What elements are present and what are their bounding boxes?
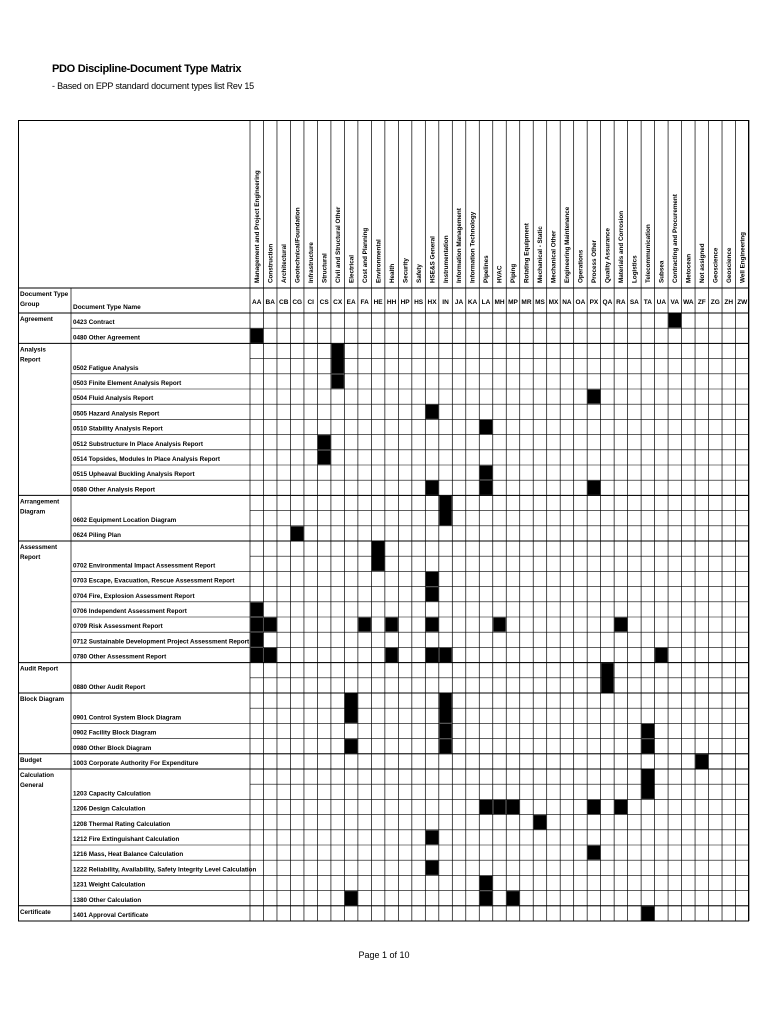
group-label: Diagram xyxy=(20,508,46,516)
matrix-mark-cs xyxy=(318,435,330,449)
discipline-code-qa: QA xyxy=(602,299,613,306)
matrix-mark-mh xyxy=(493,618,505,632)
discipline-name-hh: Health xyxy=(388,263,396,283)
matrix-mark-zf xyxy=(696,754,708,768)
matrix-mark-ta xyxy=(642,770,654,799)
group-label: Report xyxy=(20,356,41,364)
document-type-name: 0880 Other Audit Report xyxy=(73,684,146,691)
matrix-mark-aa xyxy=(251,618,263,632)
group-label: Block Diagram xyxy=(20,696,65,703)
discipline-code-zh: ZH xyxy=(724,299,734,306)
document-type-name: 1380 Other Calculation xyxy=(73,896,142,904)
discipline-name-cb: Architectural xyxy=(280,244,288,283)
discipline-name-hs: Safety xyxy=(415,264,423,283)
matrix-mark-cx xyxy=(331,374,343,388)
matrix-mark-hh xyxy=(385,648,397,662)
document-type-name: 0503 Finite Element Analysis Report xyxy=(73,380,182,387)
document-type-name: 0901 Control System Block Diagram xyxy=(73,714,182,722)
discipline-code-ba: BA xyxy=(265,299,275,306)
matrix-mark-aa xyxy=(251,633,263,647)
discipline-name-zh: Geoscience xyxy=(725,247,733,283)
matrix-mark-cs xyxy=(318,450,330,464)
matrix-mark-hx xyxy=(426,861,438,875)
group-header-label: Document Type xyxy=(20,291,69,298)
discipline-name-hp: Security xyxy=(402,258,410,283)
discipline-name-mp: Piping xyxy=(510,263,518,283)
matrix-mark-la xyxy=(480,876,492,890)
discipline-name-na: Engineering Maintenance xyxy=(564,206,572,283)
discipline-name-va: Contracting and Procurement xyxy=(672,194,680,283)
matrix-mark-cx xyxy=(331,344,343,373)
matrix-mark-la xyxy=(480,481,492,495)
discipline-code-hx: HX xyxy=(427,299,437,306)
discipline-name-aa: Management and Project Engineering xyxy=(253,170,261,283)
discipline-name-qa: Quality Assurance xyxy=(604,227,612,283)
matrix-mark-ua xyxy=(655,648,667,662)
discipline-name-fa: Cost and Planning xyxy=(361,227,369,283)
matrix-mark-hx xyxy=(426,618,438,632)
document-type-name: 0704 Fire, Explosion Assessment Report xyxy=(73,592,195,600)
discipline-code-cg: CG xyxy=(292,299,303,306)
discipline-code-he: HE xyxy=(373,299,383,306)
group-label: General xyxy=(20,782,44,789)
discipline-code-ka: KA xyxy=(467,299,478,306)
discipline-name-ba: Construction xyxy=(267,243,275,283)
group-label: Calculation xyxy=(20,772,54,779)
discipline-code-px: PX xyxy=(589,299,599,306)
discipline-code-sa: SA xyxy=(629,299,639,306)
discipline-name-ka: Information Technology xyxy=(469,211,477,283)
matrix-mark-la xyxy=(480,420,492,434)
discipline-code-hp: HP xyxy=(400,299,410,306)
discipline-code-ms: MS xyxy=(535,299,545,306)
matrix-mark-in xyxy=(439,694,451,723)
document-type-name: 0709 Risk Assessment Report xyxy=(73,623,163,631)
matrix-mark-ba xyxy=(264,648,276,662)
document-type-name: 0980 Other Block Diagram xyxy=(73,744,152,752)
discipline-code-zf: ZF xyxy=(697,299,706,306)
matrix-mark-hx xyxy=(426,405,438,419)
document-type-name: 0515 Upheaval Buckling Analysis Report xyxy=(73,471,195,479)
discipline-name-mx: Mechanical Other xyxy=(550,230,558,283)
page-subtitle: - Based on EPP standard document types list Rev 15 xyxy=(52,81,254,91)
discipline-code-wa: WA xyxy=(683,299,694,306)
discipline-name-zg: Geoscience xyxy=(712,247,720,283)
discipline-code-hh: HH xyxy=(386,299,397,306)
discipline-code-zw: ZW xyxy=(737,299,748,306)
document-type-name: 0602 Equipment Location Diagram xyxy=(73,516,177,524)
group-label: Analysis xyxy=(20,346,46,354)
matrix-mark-fa xyxy=(358,618,370,632)
discipline-code-ua: UA xyxy=(656,299,667,306)
document-type-name: 0703 Escape, Evacuation, Rescue Assessment Report xyxy=(73,577,235,585)
group-label: Audit Report xyxy=(20,665,59,673)
discipline-code-cx: CX xyxy=(333,299,343,306)
group-label: Report xyxy=(20,554,41,561)
discipline-code-in: IN xyxy=(442,299,449,306)
document-type-name: 0514 Topsides, Modules In Place Analysis Report xyxy=(73,456,220,463)
matrix-mark-px xyxy=(588,800,600,814)
matrix-mark-in xyxy=(439,648,451,662)
discipline-code-aa: AA xyxy=(252,299,262,306)
matrix-mark-la xyxy=(480,466,492,480)
discipline-name-zw: Well Engineering xyxy=(739,232,747,283)
name-header-label: Document Type Name xyxy=(73,304,141,311)
page-footer: Page 1 of 10 xyxy=(358,950,410,960)
matrix-mark-aa xyxy=(251,329,263,343)
discipline-name-oa: Operations xyxy=(577,249,585,283)
matrix-mark-qa xyxy=(601,663,613,692)
discipline-code-ci: CI xyxy=(307,299,314,306)
matrix-mark-mh xyxy=(493,800,505,814)
matrix-mark-in xyxy=(439,724,451,738)
document-type-name: 1212 Fire Extinguishant Calculation xyxy=(73,836,180,843)
matrix-mark-hx xyxy=(426,572,438,586)
group-label: Assessment xyxy=(20,544,58,551)
matrix-mark-mp xyxy=(507,891,519,905)
discipline-code-oa: OA xyxy=(575,299,586,306)
discipline-code-va: VA xyxy=(670,299,680,306)
discipline-name-mr: Rotating Equipment xyxy=(523,223,531,283)
discipline-name-he: Environmental xyxy=(375,239,383,283)
document-type-name: 0702 Environmental Impact Assessment Report xyxy=(73,562,216,570)
group-label: Certificate xyxy=(20,908,51,916)
discipline-name-mh: HVAC xyxy=(496,265,504,283)
discipline-code-mr: MR xyxy=(521,299,532,306)
document-type-name: 1203 Capacity Calculation xyxy=(73,790,151,798)
matrix-mark-px xyxy=(588,481,600,495)
discipline-name-ms: Mechanical - Static xyxy=(537,226,545,283)
document-type-name: 1231 Weight Calculation xyxy=(73,881,146,889)
discipline-name-ra: Materials and Corrosion xyxy=(618,210,626,283)
matrix-mark-in xyxy=(439,739,451,753)
discipline-document-matrix xyxy=(18,120,749,919)
document-type-name: 0780 Other Assessment Report xyxy=(73,653,167,661)
discipline-name-cg: Geotechnical/Foundation xyxy=(294,207,302,283)
matrix-mark-hx xyxy=(426,481,438,495)
matrix-mark-aa xyxy=(251,648,263,662)
discipline-code-na: NA xyxy=(562,299,572,306)
document-type-name: 0480 Other Agreement xyxy=(73,334,140,342)
discipline-code-mp: MP xyxy=(508,299,518,306)
discipline-name-la: Pipelines xyxy=(483,255,491,283)
group-label: Budget xyxy=(20,756,42,764)
matrix-mark-la xyxy=(480,800,492,814)
matrix-mark-cg xyxy=(291,526,303,540)
document-type-name: 0502 Fatigue Analysis xyxy=(73,364,139,372)
matrix-mark-px xyxy=(588,846,600,860)
discipline-name-sa: Logistics xyxy=(631,255,639,283)
document-type-name: 1401 Approval Certificate xyxy=(73,912,149,919)
discipline-name-cs: Structural xyxy=(321,253,329,283)
group-label: Arrangement xyxy=(20,498,60,506)
discipline-code-hs: HS xyxy=(414,299,424,306)
group-header-label-line2: Group xyxy=(20,301,40,308)
discipline-code-cb: CB xyxy=(279,299,289,306)
document-type-name: 0706 Independent Assessment Report xyxy=(73,608,187,615)
matrix-mark-in xyxy=(439,496,451,525)
document-type-name: 0902 Facility Block Diagram xyxy=(73,729,157,737)
discipline-code-la: LA xyxy=(481,299,491,306)
discipline-name-ua: Subsea xyxy=(658,260,666,283)
matrix-mark-ea xyxy=(345,739,357,753)
discipline-name-in: Instrumentation xyxy=(442,235,450,283)
matrix-mark-ea xyxy=(345,891,357,905)
discipline-name-px: Process Other xyxy=(591,239,599,283)
discipline-name-zf: Not assigned xyxy=(698,243,706,283)
discipline-name-hx: HSE&S General xyxy=(429,236,437,283)
matrix-mark-hx xyxy=(426,648,438,662)
group-label: Agreement xyxy=(20,316,53,323)
discipline-code-ta: TA xyxy=(643,299,652,306)
document-type-name: 1003 Corporate Authority For Expenditure xyxy=(73,760,199,767)
document-type-name: 1208 Thermal Rating Calculation xyxy=(73,820,171,828)
matrix-mark-va xyxy=(669,314,681,328)
matrix-mark-he xyxy=(372,542,384,571)
matrix-mark-aa xyxy=(251,602,263,616)
discipline-code-zg: ZG xyxy=(710,299,720,306)
document-type-name: 1216 Mass, Heat Balance Calculation xyxy=(73,851,184,859)
matrix-mark-mp xyxy=(507,800,519,814)
discipline-code-ja: JA xyxy=(454,299,464,306)
matrix-mark-hx xyxy=(426,587,438,601)
matrix-mark-px xyxy=(588,390,600,404)
discipline-code-ra: RA xyxy=(616,299,626,306)
discipline-name-ci: Infrastructure xyxy=(307,242,315,283)
discipline-name-wa: Metocean xyxy=(685,253,693,283)
discipline-code-mh: MH xyxy=(494,299,505,306)
matrix-mark-hh xyxy=(385,618,397,632)
matrix-mark-hx xyxy=(426,830,438,844)
document-type-name: 0505 Hazard Analysis Report xyxy=(73,410,160,418)
matrix-mark-ra xyxy=(615,800,627,814)
discipline-name-cx: Civil and Structural Other xyxy=(334,206,342,283)
document-type-name: 0624 Piling Plan xyxy=(73,532,121,539)
document-type-name: 0580 Other Analysis Report xyxy=(73,486,156,494)
discipline-code-fa: FA xyxy=(360,299,369,306)
matrix-mark-ra xyxy=(615,618,627,632)
matrix-mark-la xyxy=(480,891,492,905)
matrix-mark-ta xyxy=(642,739,654,753)
discipline-code-cs: CS xyxy=(319,299,329,306)
page-title: PDO Discipline-Document Type Matrix xyxy=(52,63,242,75)
document-type-name: 1222 Reliability, Availability, Safety Integrity Level Calculation xyxy=(73,866,257,874)
document-type-name: 0510 Stability Analysis Report xyxy=(73,425,163,433)
document-type-name: 0423 Contract xyxy=(73,319,115,327)
discipline-name-ta: Telecommunication xyxy=(645,224,653,283)
discipline-name-ja: Information Management xyxy=(456,208,464,283)
matrix-mark-ba xyxy=(264,618,276,632)
matrix-mark-ea xyxy=(345,694,357,723)
document-type-name: 0504 Fluid Analysis Report xyxy=(73,395,154,403)
discipline-name-ea: Electrical xyxy=(348,254,356,283)
discipline-code-mx: MX xyxy=(548,299,559,306)
matrix-mark-ta xyxy=(642,906,654,920)
document-type-name: 1206 Design Calculation xyxy=(73,805,146,813)
discipline-code-ea: EA xyxy=(346,299,356,306)
matrix-mark-ms xyxy=(534,815,546,829)
document-type-name: 0712 Sustainable Development Project Assessment Report xyxy=(73,638,250,646)
matrix-mark-ta xyxy=(642,724,654,738)
document-type-name: 0512 Substructure In Place Analysis Report xyxy=(73,440,203,448)
